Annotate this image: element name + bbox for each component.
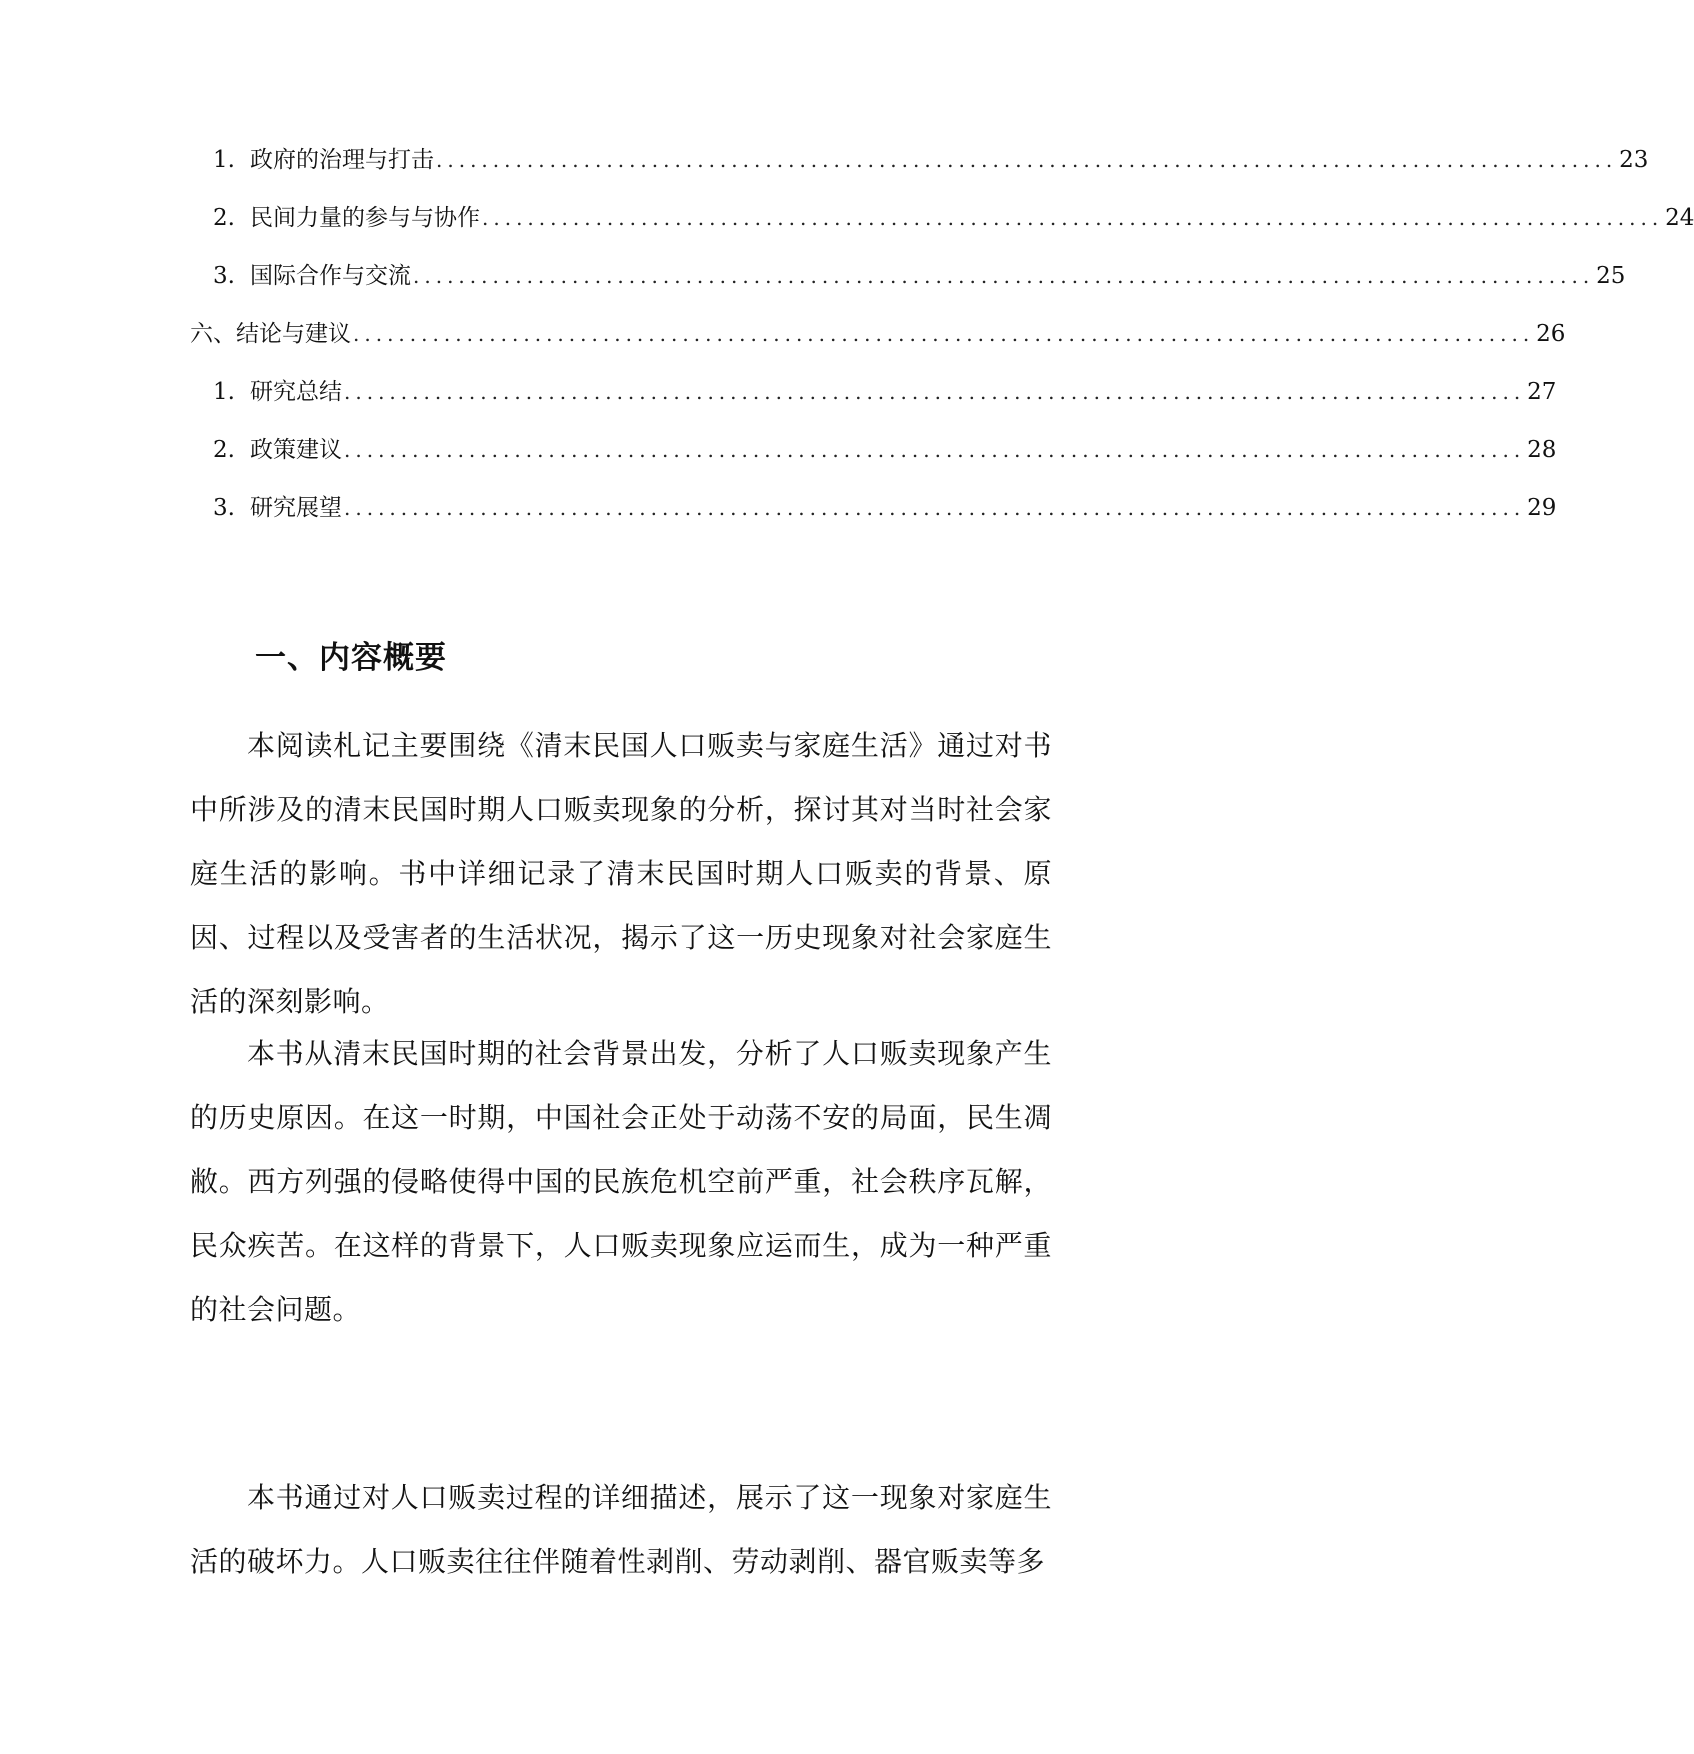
toc-entry-number: 2. (213, 437, 235, 463)
toc-entry[interactable] (213, 488, 1557, 528)
toc-entry-number: 2. (213, 205, 235, 231)
toc-dot-leader: ........................................................................................................ (413, 264, 1595, 288)
toc-entry[interactable] (213, 256, 1626, 296)
toc-entry-page: 28 (1527, 437, 1557, 463)
toc-entry-title: 研究展望 (250, 495, 342, 521)
toc-entry-number: 3. (213, 495, 235, 521)
toc-dot-leader: ........................................................................................................ (344, 438, 1526, 462)
toc-entry-number: 3. (213, 263, 235, 289)
toc-dot-leader: ........................................................................................................ (344, 496, 1526, 520)
toc-entry-title: 民间力量的参与与协作 (250, 205, 480, 231)
toc-entry-page: 23 (1619, 147, 1649, 173)
toc-entry-title: 六、结论与建议 (190, 321, 351, 347)
toc-entry-page: 27 (1527, 379, 1557, 405)
body-paragraph: 本阅读札记主要围绕《清末民国人口贩卖与家庭生活》通过对书中所涉及的清末民国时期人口贩卖现象的分析，探讨其对当时社会家庭生活的影响。书中详细记录了清末民国时期人口贩卖的背景、原因、过程以及受害者的生活状况，揭示了这一历史现象对社会家庭生活的深刻影响。 (190, 729, 1052, 1018)
toc-entry-page: 26 (1536, 321, 1566, 347)
toc-dot-leader: ........................................................................................................ (436, 148, 1618, 172)
toc-entry[interactable] (213, 372, 1557, 412)
body-paragraph: 本书从清末民国时期的社会背景出发，分析了人口贩卖现象产生的历史原因。在这一时期，中国社会正处于动荡不安的局面，民生凋敝。西方列强的侵略使得中国的民族危机空前严重，社会秩序瓦解，民众疾苦。在这样的背景下，人口贩卖现象应运而生，成为一种严重的社会问题。 (190, 1037, 1052, 1326)
toc-entry-title: 研究总结 (250, 379, 342, 405)
toc-dot-leader: ........................................................................................................ (353, 322, 1535, 346)
toc-entry-title: 国际合作与交流 (250, 263, 411, 289)
toc-entry-page: 25 (1596, 263, 1626, 289)
toc-entry[interactable] (213, 140, 1649, 180)
toc-entry-title: 政策建议 (250, 437, 342, 463)
toc-entry[interactable] (213, 198, 1694, 238)
body-paragraph: 本书通过对人口贩卖过程的详细描述，展示了这一现象对家庭生活的破坏力。人口贩卖往往伴随着性剥削、劳动剥削、器官贩卖等多 (190, 1481, 1052, 1578)
section-heading: 一、内容概要 (255, 640, 447, 676)
toc-entry-page: 24 (1665, 205, 1694, 231)
toc-dot-leader: ........................................................................................................ (344, 380, 1526, 404)
toc-entry-number: 1. (213, 147, 235, 173)
toc-entry-chapter[interactable] (190, 314, 1566, 354)
toc-entry-title: 政府的治理与打击 (250, 147, 434, 173)
toc-dot-leader: ........................................................................................................ (482, 206, 1664, 230)
toc-entry-number: 1. (213, 379, 235, 405)
toc-entry-page: 29 (1527, 495, 1557, 521)
toc-entry[interactable] (213, 430, 1557, 470)
